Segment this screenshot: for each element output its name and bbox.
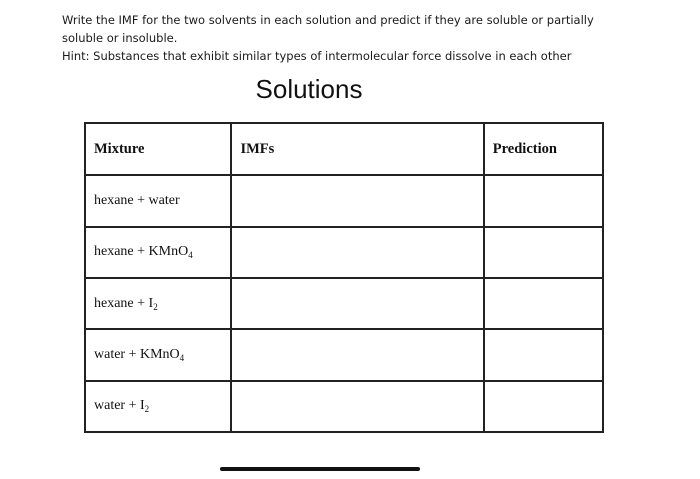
solutions-table bbox=[84, 122, 604, 433]
table-row bbox=[85, 175, 603, 226]
mixture-cell bbox=[85, 329, 231, 380]
table-row bbox=[85, 329, 603, 380]
page-title: Solutions bbox=[255, 74, 363, 104]
mixture-text: hexane + KMnO bbox=[94, 244, 189, 260]
mixture-text: water + I bbox=[94, 398, 145, 414]
header-mixture: Mixture bbox=[85, 123, 231, 175]
mixture-cell bbox=[85, 175, 231, 226]
mixture-subscript: 2 bbox=[153, 301, 158, 312]
instruction-line-1: Write the IMF for the two solvents in each solution and predict if they are soluble or partially bbox=[62, 13, 594, 27]
table-row bbox=[85, 278, 603, 329]
header-prediction: Prediction bbox=[484, 123, 603, 175]
table-row bbox=[85, 227, 603, 278]
prediction-cell[interactable] bbox=[484, 329, 603, 380]
mixture-text: hexane + water bbox=[94, 192, 180, 208]
instruction-line-2: soluble or insoluble. bbox=[62, 31, 178, 45]
instructions bbox=[62, 11, 622, 65]
mixture-subscript: 4 bbox=[188, 250, 193, 261]
mixture-cell bbox=[85, 227, 231, 278]
home-indicator-bar[interactable] bbox=[220, 467, 420, 471]
table-row bbox=[85, 381, 603, 432]
mixture-text: water + KMnO bbox=[94, 346, 180, 362]
imfs-cell[interactable] bbox=[231, 381, 483, 432]
prediction-cell[interactable] bbox=[484, 227, 603, 278]
mixture-cell bbox=[85, 278, 231, 329]
imfs-cell[interactable] bbox=[231, 278, 483, 329]
prediction-cell[interactable] bbox=[484, 278, 603, 329]
prediction-cell[interactable] bbox=[484, 381, 603, 432]
imfs-cell[interactable] bbox=[231, 227, 483, 278]
mixture-text: hexane + I bbox=[94, 295, 154, 311]
hint-text: Hint: Substances that exhibit similar types of intermolecular force dissolve in each other bbox=[62, 49, 572, 63]
mixture-subscript: 2 bbox=[144, 404, 150, 415]
imfs-cell[interactable] bbox=[231, 175, 483, 226]
mixture-subscript: 4 bbox=[179, 352, 185, 363]
table-header-row bbox=[85, 123, 603, 175]
mixture-cell bbox=[85, 381, 231, 432]
imfs-cell[interactable] bbox=[231, 329, 483, 380]
prediction-cell[interactable] bbox=[484, 175, 603, 226]
header-imfs: IMFs bbox=[231, 123, 483, 175]
